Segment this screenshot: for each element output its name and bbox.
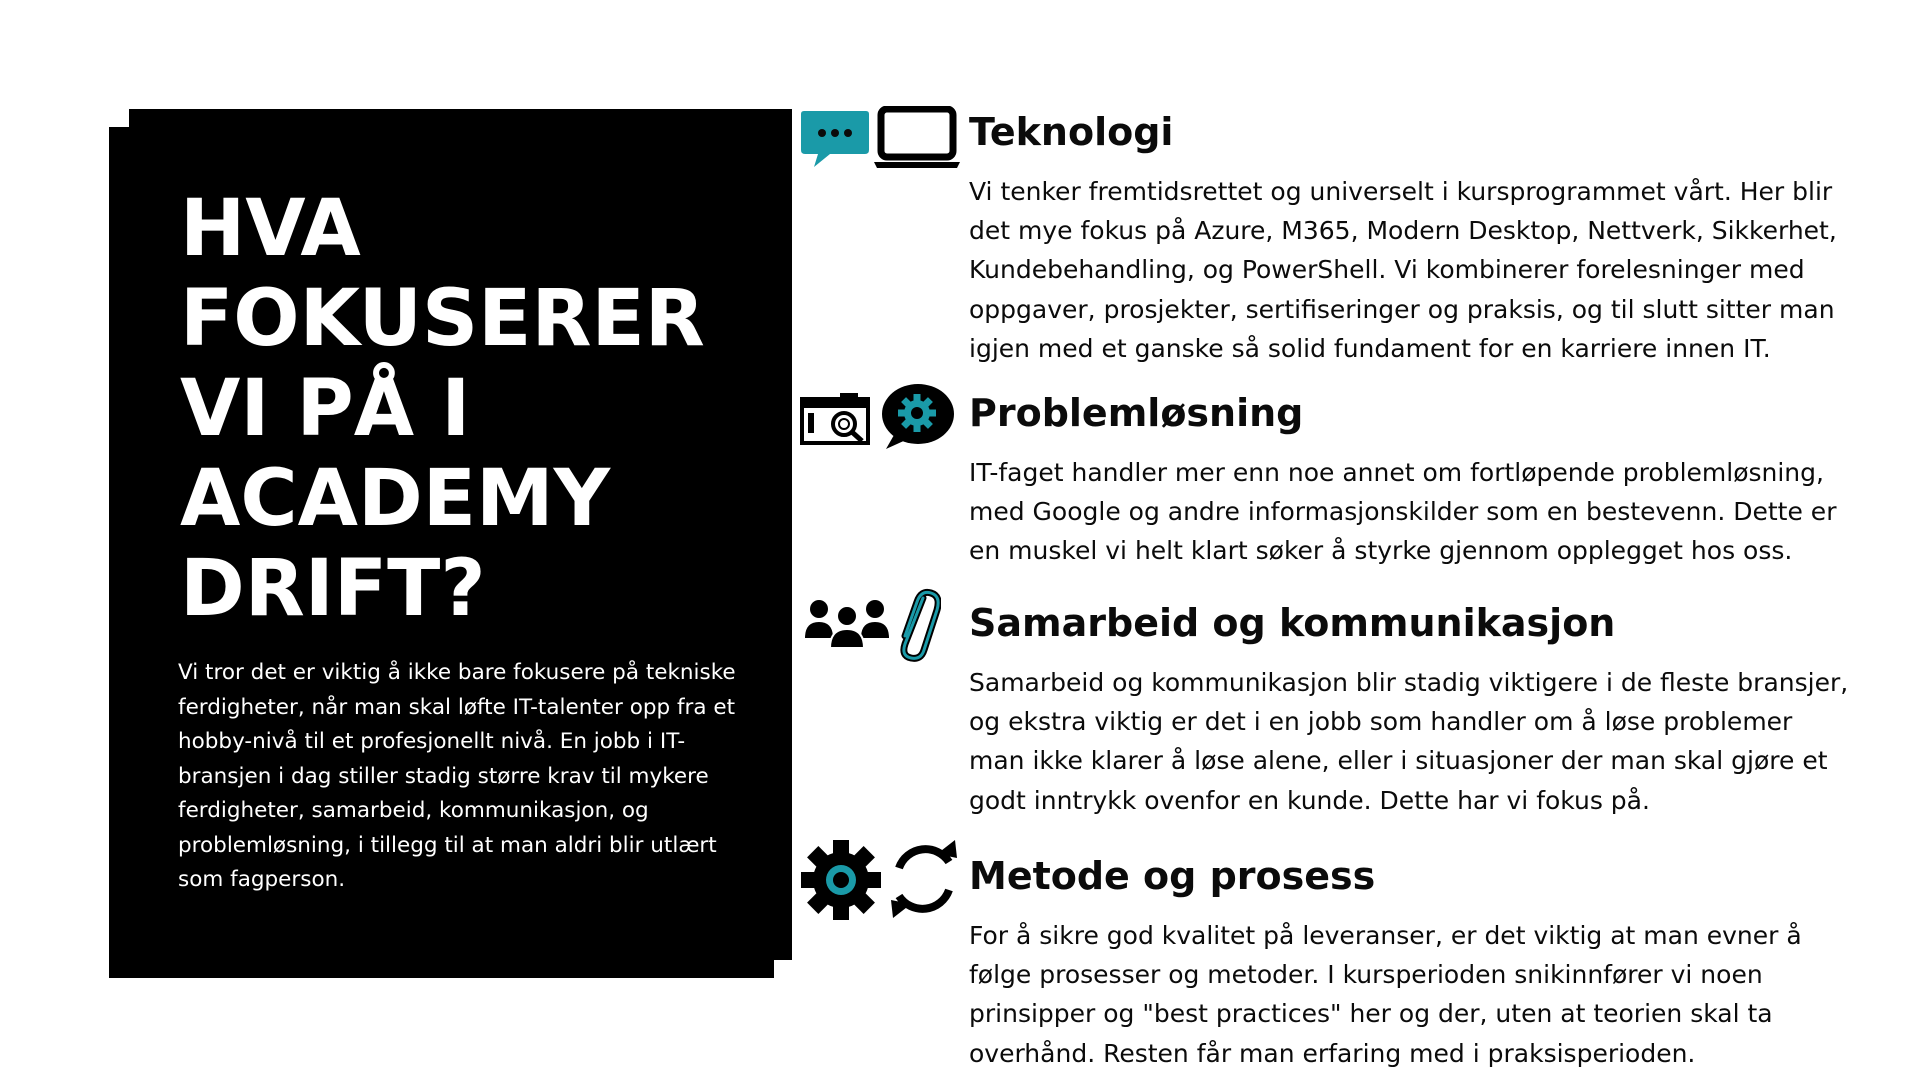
gear-speech-bubble-icon — [880, 383, 955, 451]
section-body: Samarbeid og kommunikasjon blir stadig viktigere i de fleste bransjer, og ekstra viktig er det i en jobb som handler om å løse problemer man ikke klarer å løse alene, eller i situasjoner der man skal gjøre et godt inntrykk ovenfor en kunde. Dette har vi fokus på. — [969, 668, 1849, 815]
camera-search-icon — [800, 391, 870, 445]
gear-icon — [799, 838, 883, 922]
people-group-icon — [804, 598, 890, 650]
chat-bubble-icon — [800, 109, 870, 169]
section-body: IT-faget handler mer enn noe annet om fortløpende problemløsning, med Google og andre informasjonskilder som en bestevenn. Dette er en muskel vi helt klart søker å styrke gjennom opplegget hos oss. — [969, 458, 1837, 566]
panel-title: HVA FOKUSERER VI PÅ I ACADEMY DRIFT? — [180, 184, 705, 634]
refresh-cycle-icon — [885, 838, 963, 920]
laptop-icon — [873, 106, 961, 170]
panel-intro-text: Vi tror det er viktig å ikke bare fokusere på tekniske ferdigheter, når man skal løfte IT-talenter opp fra et hobby-nivå til et profesjonellt nivå. En jobb i IT-bransjen i dag stiller stadig større krav til mykere ferdigheter, samarbeid, kommunikasjon, og problemløsning, i tillegg til at man aldri blir utlært som fagperson. — [178, 660, 736, 892]
section-heading: Samarbeid og kommunikasjon — [969, 601, 1616, 645]
section-heading: Metode og prosess — [969, 854, 1376, 898]
section-body: For å sikre god kvalitet på leveranser, er det viktig at man evner å følge prosesser og metoder. I kursperioden snikinnfører vi noen prinsipper og "best practices" her og der, uten at teorien skal ta overhånd. Resten får man erfaring med i praksisperioden. — [969, 921, 1802, 1068]
section-heading: Teknologi — [969, 110, 1174, 154]
section-body: Vi tenker fremtidsrettet og universelt i kursprogrammet vårt. Her blir det mye fokus på Azure, M365, Modern Desktop, Nettverk, Sikkerhet, Kundebehandling, og PowerShell. Vi kombinerer forelesninger med oppgaver, prosjekter, sertifiseringer og praksis, og til slutt sitter man igjen med et ganske så solid fundament for en karriere innen IT. — [969, 177, 1837, 363]
section-heading: Problemløsning — [969, 391, 1304, 435]
paperclip-icon — [893, 588, 941, 662]
